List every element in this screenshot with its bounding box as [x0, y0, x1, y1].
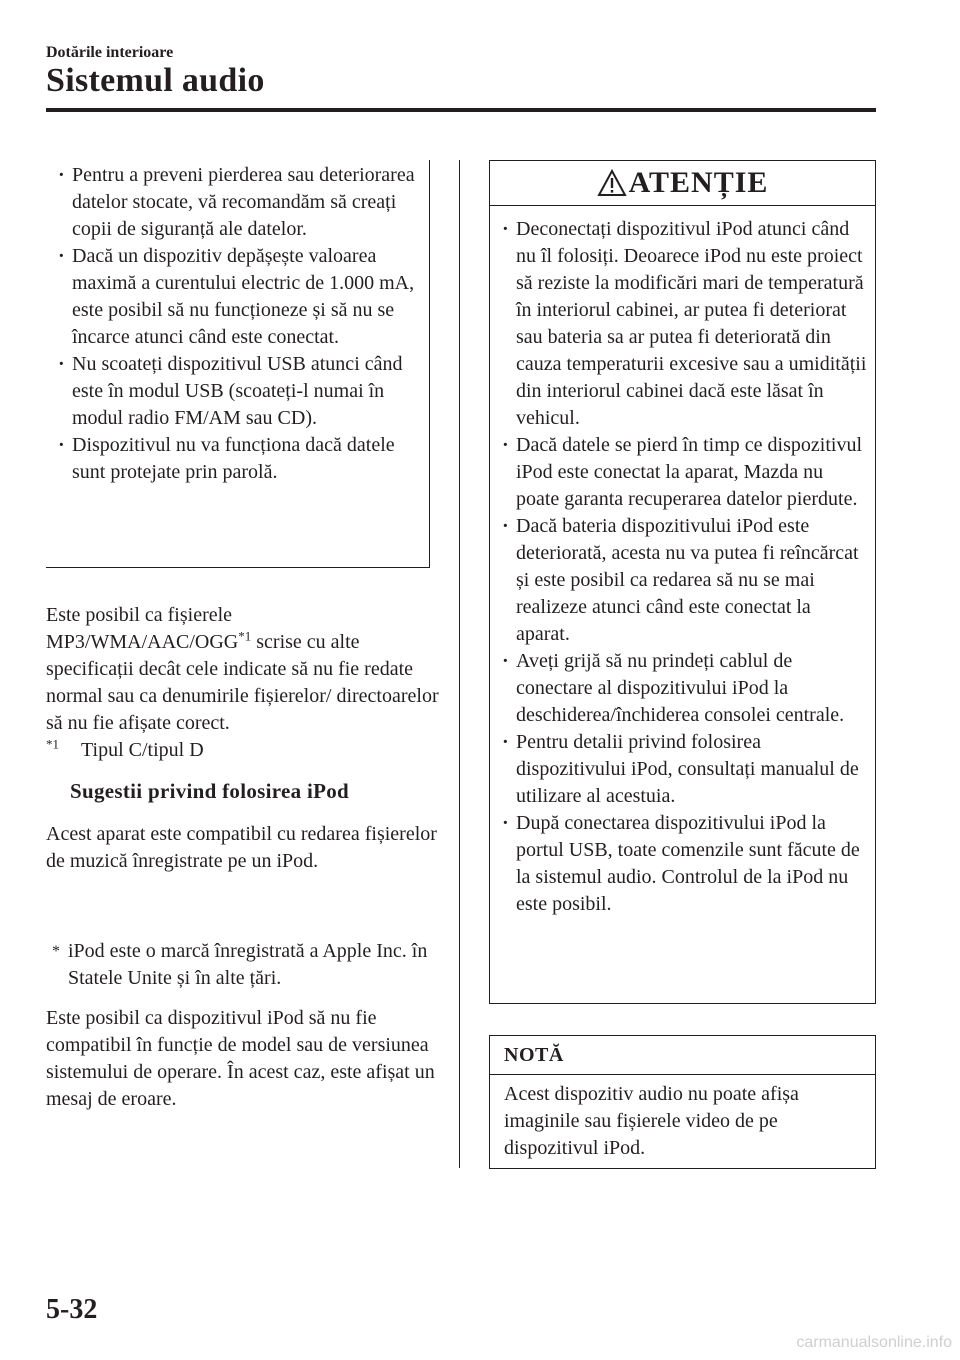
warning-box: [489, 160, 876, 1004]
trademark-text: iPod este o marcă înregistrată a Apple Inc. în Statele Unite și în alte țări.: [68, 940, 428, 989]
footnote-text: Tipul C/tipul D: [81, 739, 204, 761]
list-item: · Nu scoateți dispozitivul USB atunci când este în modul USB (scoateți-l numai în modul radio FM/AM sau CD).: [46, 351, 423, 432]
footnote-mark: *1: [46, 736, 59, 752]
list-item: · Deconectați dispozitivul iPod atunci când nu îl folosiți. Deoarece iPod nu este proiect să reziste la modificări mari de temperatură în interiorul cabinei, ar putea fi deteriorat sau bateria sa ar putea fi deteriorată din cauza temperaturii excesive sau a umidității din interiorul cabinei dacă este lăsat în vehicul.: [490, 216, 867, 432]
list-item: · Aveți grijă să nu prindeți cablul de conectare al dispozitivului iPod la deschiderea/închiderea consolei centrale.: [490, 648, 867, 729]
list-item: · Pentru detalii privind folosirea dispozitivului iPod, consultați manualul de utilizare al acestuia.: [490, 729, 867, 810]
ipod-version-paragraph: Este posibil ca dispozitivul iPod să nu fie compatibil în funcție de model sau de versiunea sistemului de operare. În acest caz, este afișat un mesaj de eroare.: [46, 1007, 435, 1110]
footnote: [46, 737, 204, 764]
file-format-paragraph: [46, 602, 440, 737]
list-item: · Pentru a preveni pierderea sau deteriorarea datelor stocate, vă recomandăm să creați copii de siguranță ale datelor.: [46, 162, 423, 243]
ipod-subheading: Sugestii privind folosirea iPod: [70, 779, 350, 803]
trademark-note: [46, 938, 440, 992]
list-item: · Dispozitivul nu va funcționa dacă datele sunt protejate prin parolă.: [46, 432, 423, 486]
header-rule: [46, 108, 876, 112]
left-note-box: [46, 160, 430, 568]
list-item: · Dacă bateria dispozitivului iPod este deteriorată, acesta nu va putea fi reîncărcat și este posibil ca redarea să nu se mai realizeze atunci când este conectat la aparat.: [490, 513, 867, 648]
warning-list: [490, 206, 875, 918]
list-item: · Dacă un dispozitiv depășește valoarea maximă a curentului electric de 1.000 mA, este posibil să nu funcționeze și să nu se încarce atunci când este conectat.: [46, 243, 423, 351]
warning-triangle-icon: [597, 169, 627, 197]
left-note-list: [46, 160, 429, 486]
page-number: 5-32: [46, 1294, 98, 1325]
ipod-compat-paragraph: Acest aparat este compatibil cu redarea fișierelor de muzică înregistrate pe un iPod.: [46, 823, 437, 872]
column-divider: [459, 160, 460, 1168]
note-box: [489, 1035, 876, 1169]
section-label: Dotările interioare: [46, 44, 174, 61]
watermark: carmanualsonline.info: [796, 1334, 952, 1351]
list-item: · Dacă datele se pierd în timp ce dispozitivul iPod este conectat la aparat, Mazda nu poate garanta recuperarea datelor pierdute.: [490, 432, 867, 513]
warning-header: [490, 161, 875, 206]
note-header: [490, 1036, 875, 1075]
paragraph-text: Este posibil ca fișierele MP3/WMA/AAC/OGG: [46, 604, 239, 653]
trademark-asterisk: *: [52, 943, 60, 960]
warning-title: ATENȚIE: [628, 166, 769, 199]
note-title: NOTĂ: [504, 1043, 564, 1066]
paragraph-text: scrise cu alte specificații decât cele indicate să nu fie redate normal sau ca denumirile fișierelor/ directoarelor să nu fie afișate corect.: [46, 631, 439, 734]
page-title: Sistemul audio: [46, 62, 265, 99]
footnote-ref: *1: [238, 628, 252, 644]
list-item: · După conectarea dispozitivului iPod la portul USB, toate comenzile sunt făcute de la sistemul audio. Controlul de la iPod nu este posibil.: [490, 810, 867, 918]
note-text: Acest dispozitiv audio nu poate afișa imaginile sau fișierele video de pe dispozitivul iPod.: [504, 1083, 799, 1159]
